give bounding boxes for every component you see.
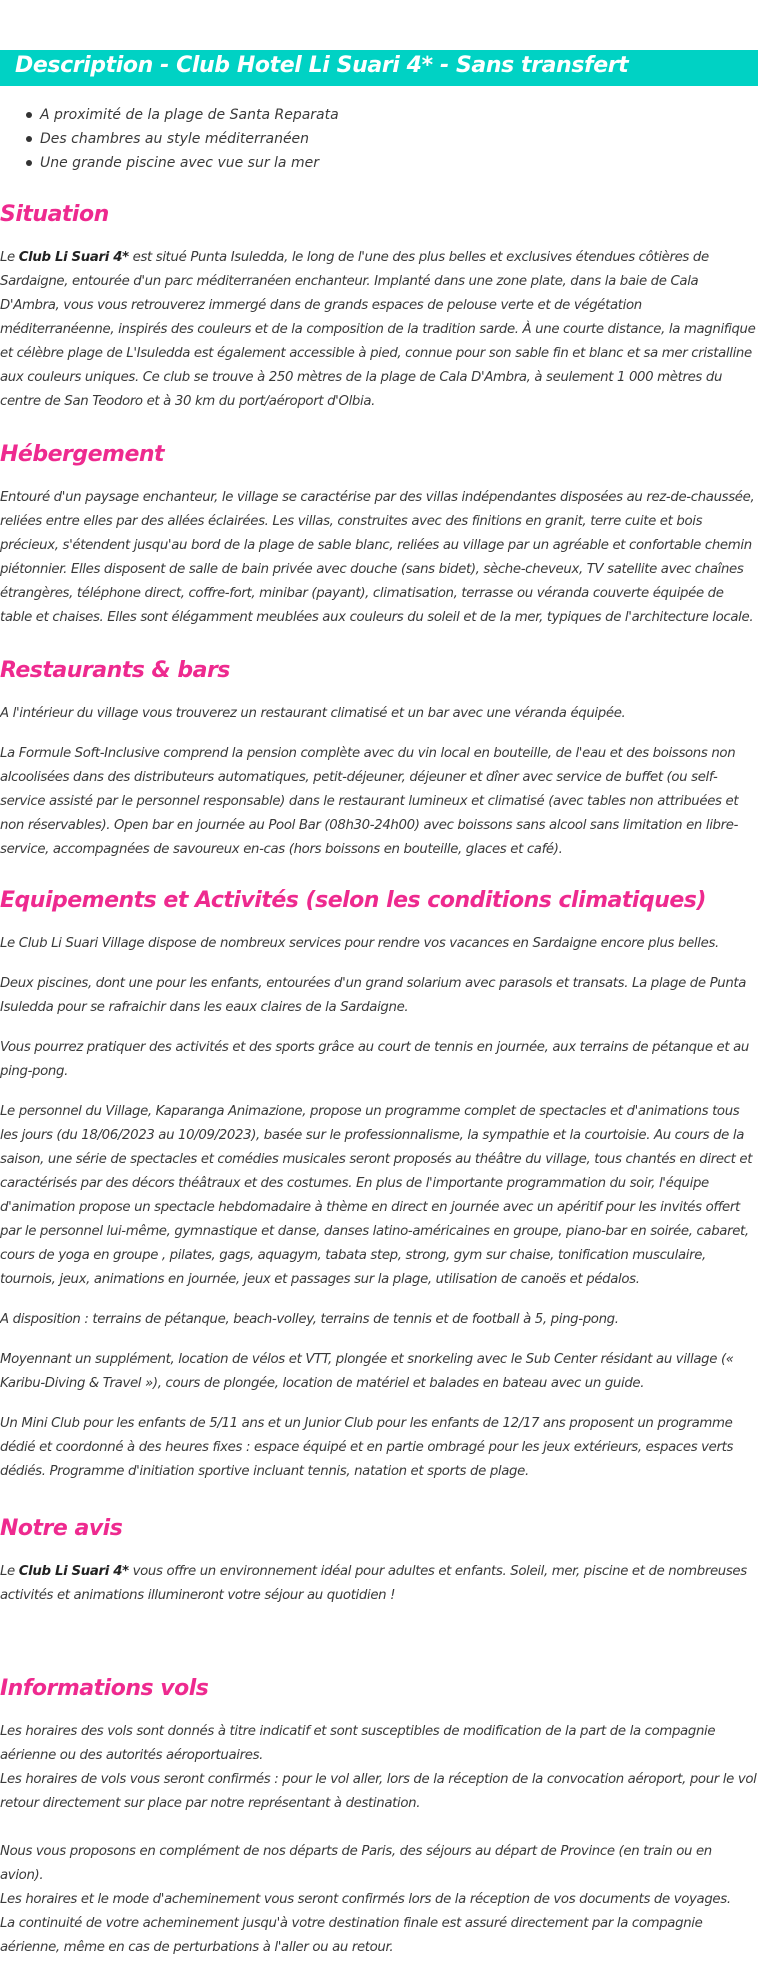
list-item: A proximité de la plage de Santa Reparata [24, 103, 339, 127]
hebergement-paragraph: Entouré d'un paysage enchanteur, le village se caractérise par des villas indépendantes disposées au rez-de-chaussée, reliées entre elles par des allées éclairées. Les villas, construites avec des finitions en granit, terre cuite et bois précieux, s'étendent jusqu'au bord de la plage de sable blanc, reliées au village par un agréable et confortable chemin piétonnier. Elles disposent de salle de bain privée avec douche (sans bidet), sèche-cheveux, TV satellite avec chaînes étrangères, téléphone direct, coffre-fort, minibar (payant), climatisation, terrasse ou véranda couverte équipée de table et chaises. Elles sont élégamment meublées aux couleurs du soleil et de la mer, typiques de l'architecture locale. [0, 490, 755, 625]
vols-heading: Informations vols [0, 1676, 209, 1701]
vols-line-2: Les horaires de vols vous seront confirmés : pour le vol aller, lors de la réception de la convocation aéroport, pour le vol retour directement sur place par notre représentant à destination. [0, 1772, 757, 1811]
situation-heading: Situation [0, 202, 109, 227]
restaurants-heading: Restaurants & bars [0, 658, 230, 683]
hotel-name: Club Li Suari 4* [18, 250, 129, 265]
avis-paragraph [0, 1560, 758, 1608]
restaurants-paragraph-1: A l'intérieur du village vous trouverez un restaurant climatisé et un bar avec une véranda équipée. [0, 706, 626, 721]
equipements-paragraph-3: Vous pourrez pratiquer des activités et des sports grâce au court de tennis en journée, aux terrains de pétanque et au ping-pong. [0, 1040, 750, 1079]
list-item: Des chambres au style méditerranéen [24, 127, 339, 151]
hotel-name: Club Li Suari 4* [18, 1564, 129, 1579]
page-title: Description - Club Hotel Li Suari 4* - Sans transfert [15, 53, 629, 78]
vols-paragraph-2 [0, 1840, 758, 1960]
equipements-paragraph-5: A disposition : terrains de pétanque, beach-volley, terrains de tennis et de football à 5, ping-pong. [0, 1312, 619, 1327]
equipements-paragraph-6: Moyennant un supplément, location de vélos et VTT, plongée et snorkeling avec le Sub Center résidant au village (« Karibu-Diving & Travel »), cours de plongée, location de matériel et balades en bateau avec un guide. [0, 1352, 734, 1391]
restaurants-paragraph-2: La Formule Soft-Inclusive comprend la pension complète avec du vin local en bouteille, de l'eau et des boissons non alcoolisées dans des distributeurs automatiques, petit-déjeuner, déjeuner et dîner avec service de buffet (ou self-service assisté par le personnel responsable) dans le restaurant lumineux et climatisé (avec tables non attribuées et non réservables). Open bar en journée au Pool Bar (08h30-24h00) avec boissons sans alcool sans limitation en libre-service, accompagnées de savoureux en-cas (hors boissons en bouteille, glaces et café). [0, 746, 739, 857]
situation-prefix: Le [0, 250, 19, 265]
hebergement-heading: Hébergement [0, 442, 165, 467]
vols-line-3: Nous vous proposons en complément de nos départs de Paris, des séjours au départ de Province (en train ou en avion). [0, 1844, 712, 1883]
avis-heading: Notre avis [0, 1516, 123, 1541]
equipements-paragraph-4: Le personnel du Village, Kaparanga Animazione, propose un programme complet de spectacles et d'animations tous les jours (du 18/06/2023 au 10/09/2023), basée sur le professionnalisme, la sympathie et la courtoisie. Au cours de la saison, une série de spectacles et comédies musicales seront proposés au théâtre du village, tous chantés en direct et caractérisés par des décors théâtraux et des costumes. En plus de l'importante programmation du soir, l'équipe d'animation propose un spectacle hebdomadaire à thème en direct en journée avec un apéritif pour les invités offert par le personnel lui-même, gymnastique et danse, danses latino-américaines en groupe, piano-bar en soirée, cabaret, cours de yoga en groupe , pilates, gags, aquagym, tabata step, strong, gym sur chaise, tonification musculaire, tournois, jeux, animations en journée, jeux et passages sur la plage, utilisation de canoës et pédalos. [0, 1104, 753, 1287]
equipements-paragraph-7: Un Mini Club pour les enfants de 5/11 ans et un Junior Club pour les enfants de 12/17 ans proposent un programme dédié et coordonné à des heures fixes : espace équipé et en partie ombragé pour les jeux extérieurs, espaces verts dédiés. Programme d'initiation sportive incluant tennis, natation et sports de plage. [0, 1416, 734, 1479]
situation-text: est situé Punta Isuledda, le long de l'une des plus belles et exclusives étendues côtières de Sardaigne, entourée d'un parc méditerranéen enchanteur. Implanté dans une zone plate, dans la baie de Cala D'Ambra, vous vous retrouverez immergé dans de grands espaces de pelouse verte et de végétation méditerranéenne, inspirés des couleurs et de la composition de la tradition sarde. À une courte distance, la magnifique et célèbre plage de L'Isuledda est également accessible à pied, connue pour son sable fin et blanc et sa mer cristalline aux couleurs uniques. Ce club se trouve à 250 mètres de la plage de Cala D'Ambra, à seulement 1 000 mètres du centre de San Teodoro et à 30 km du port/aéroport d'Olbia. [0, 250, 756, 409]
equipements-paragraph-1: Le Club Li Suari Village dispose de nombreux services pour rendre vos vacances en Sardaigne encore plus belles. [0, 936, 719, 951]
avis-prefix: Le [0, 1564, 19, 1579]
list-item: Une grande piscine avec vue sur la mer [24, 151, 339, 175]
title-banner [0, 50, 758, 86]
equipements-heading: Equipements et Activités (selon les conditions climatiques) [0, 888, 706, 913]
situation-paragraph [0, 246, 758, 414]
equipements-paragraph-2: Deux piscines, dont une pour les enfants, entourées d'un grand solarium avec parasols et transats. La plage de Punta Isuledda pour se rafraichir dans les eaux claires de la Sardaigne. [0, 976, 747, 1015]
vols-line-4: Les horaires et le mode d'acheminement vous seront confirmés lors de la réception de vos documents de voyages. [0, 1892, 731, 1907]
vols-line-1: Les horaires des vols sont donnés à titre indicatif et sont susceptibles de modification de la part de la compagnie aérienne ou des autorités aéroportuaires. [0, 1724, 716, 1763]
avis-text: vous offre un environnement idéal pour adultes et enfants. Soleil, mer, piscine et de nombreuses activités et animations illumineront votre séjour au quotidien ! [0, 1564, 747, 1603]
vols-line-5: La continuité de votre acheminement jusqu'à votre destination finale est assuré directement par la compagnie aérienne, même en cas de perturbations à l'aller ou au retour. [0, 1916, 703, 1955]
vols-paragraph-1 [0, 1720, 758, 1816]
highlights-list [24, 103, 339, 175]
